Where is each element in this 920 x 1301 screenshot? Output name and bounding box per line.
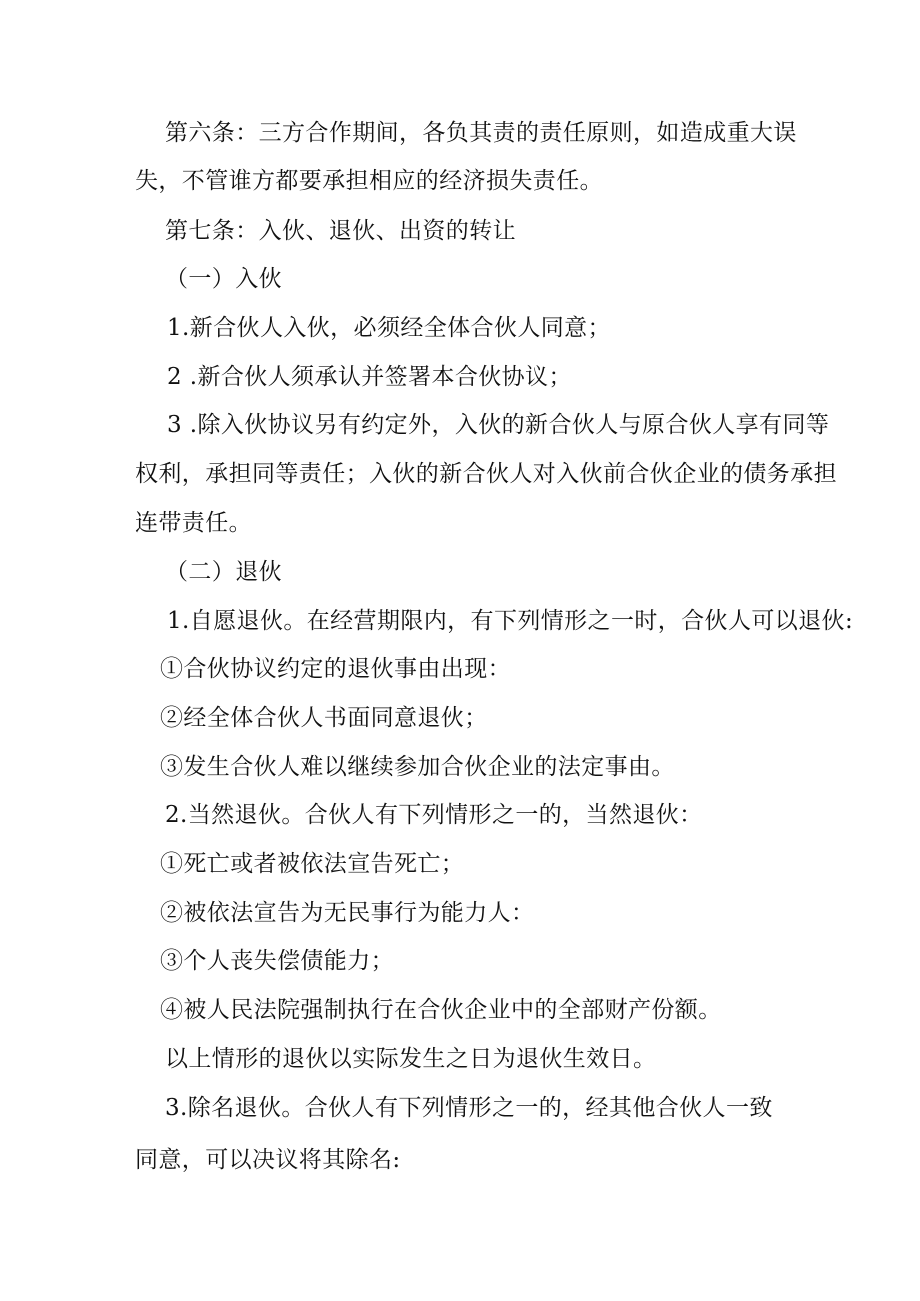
withdraw-item-2-sub-1: ①死亡或者被依法宣告死亡；: [160, 851, 465, 877]
join-item-3-line-2: 权利，承担同等责任；入伙的新合伙人对入伙前合伙企业的债务承担: [135, 461, 837, 487]
withdraw-item-2-sub-2: ②被依法宣告为无民事行为能力人：: [160, 900, 535, 926]
withdraw-effective-date: 以上情形的退伙以实际发生之日为退伙生效日。: [165, 1046, 657, 1072]
article-7-heading: 第七条：入伙、退伙、出资的转让: [165, 218, 516, 244]
section-2-heading: （二）退伙: [165, 559, 282, 585]
withdraw-item-2-sub-4: ④被人民法院强制执行在合伙企业中的全部财产份额。: [160, 997, 722, 1023]
withdraw-item-1-sub-1: ①合伙协议约定的退伙事由出现：: [160, 656, 511, 682]
withdraw-item-2-sub-3: ③个人丧失偿债能力；: [160, 948, 394, 974]
article-6-line-2: 失，不管谁方都要承担相应的经济损失责任。: [135, 168, 603, 194]
join-item-3-line-1: 3 .除入伙协议另有约定外，入伙的新合伙人与原合伙人享有同等: [167, 412, 830, 438]
withdraw-item-2: 2.当然退伙。合伙人有下列情形之一的，当然退伙：: [165, 802, 703, 828]
withdraw-item-1-sub-3: ③发生合伙人难以继续参加合伙企业的法定事由。: [160, 754, 675, 780]
withdraw-item-3-line-1: 3.除名退伙。合伙人有下列情形之一的，经其他合伙人一致: [165, 1095, 773, 1121]
article-6-line-1: 第六条：三方合作期间，各负其责的责任原则，如造成重大误: [165, 120, 797, 146]
section-1-heading: （一）入伙: [165, 266, 282, 292]
withdraw-item-3-line-2: 同意，可以决议将其除名:: [135, 1147, 401, 1173]
withdraw-item-1-sub-2: ②经全体合伙人书面同意退伙；: [160, 705, 488, 731]
join-item-1: 1.新合伙人入伙，必须经全体合伙人同意；: [167, 315, 611, 341]
join-item-3-line-3: 连带责任。: [135, 510, 252, 536]
withdraw-item-1: 1.自愿退伙。在经营期限内，有下列情形之一时，合伙人可以退伙:: [167, 608, 854, 634]
join-item-2: 2 .新合伙人须承认并签署本合伙协议；: [167, 364, 572, 390]
